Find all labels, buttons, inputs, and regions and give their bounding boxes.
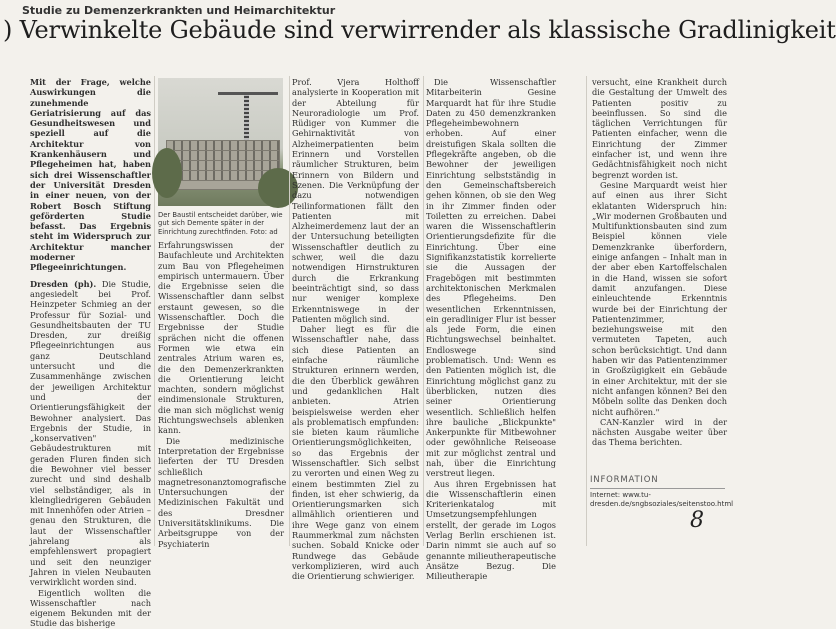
info-box-link[interactable]: Internet: www.tu-dresden.de/sngbsoziales/seitenstoo.html — [590, 491, 734, 508]
crane-jib — [218, 92, 278, 95]
info-box-title: INFORMATION — [590, 475, 659, 485]
info-box-divider — [590, 488, 725, 489]
lead-paragraph: Mit der Frage, welche Auswirkungen die zunehmende Geriatrisierung auf das Gesundheitswesen und speziell auf die Architektur von Krankenhäusern und Pflegeheimen hat, haben sich drei Wissenschaftler der Universität Dresden in einer neuen, von der Robert Bosch Stiftung geförderten Studie befasst. Das Ergebnis steht im Widerspruch zur Architektur mancher moderner Pflegeeinrichtungen. — [30, 77, 151, 273]
body-paragraph: Aus ihren Ergebnissen hat die Wissenschaftlerin einen Kriterienkatalog mit Umsetzungsempfehlungen erstellt, der gerade im Logos Verlag Berlin erschienen ist. Darin nimmt sie auch auf so genannte milieutherapeutische Ansätze Bezug. Die Milieutherapie — [426, 478, 556, 582]
kicker: Studie zu Demenzerkrankten und Heimarchitektur — [22, 4, 336, 17]
tree — [152, 148, 182, 198]
body-paragraph: Prof. Vjera Holthoff analysierte in Kooperation mit der Abteilung für Neuroradiologie um Prof. Rüdiger von Kummer die Gehirnaktivität von Alzheimerpatienten beim Erinnern und Vorstellen räumlicher Strukturen, beim Erinnern von Bildern und Szenen. Die Verknüpfung der dazu notwendigen Teilinformationen fällt den Patienten mit Alzheimerdemenz laut der an der Untersuchung beteiligten Wissenschaftler deutlich zu schwer, weil die dazu notwendigen Hirnstrukturen durch die Erkrankung beeinträchtigt sind, so dass nur weniger komplexe Erkenntniswege in der Patienten möglich sind. — [292, 77, 419, 324]
body-paragraph: Daher liegt es für die Wissenschaftler nahe, dass sich diese Patienten an einfache räumliche Strukturen erinnern werden, die den Überblick gewähren und gedanklichen Halt anbieten. Atrien beispielsweise werden eher als problematisch empfunden: sie bieten kaum räumliche Orientierungsmöglichkeiten, so das Ergebnis der Wissenschaftler. Sich selbst zu verorten und einen Weg zu einem bestimmten Ziel zu finden, ist eher schwierig, da Orientierungsmarken sich allmählich orientieren und ihre Wege ganz von einem Raummerkmal zum nächsten suchen. Sobald Knicke oder Rundwege das Gebäude verkomplizieren, wird auch die Orientierung schwieriger. — [292, 324, 419, 582]
headline-text: Verwinkelte Gebäude sind verwirrender als klassische Gradlinigkeit — [19, 16, 836, 44]
column-divider — [423, 76, 424, 546]
body-paragraph: Erfahrungswissen der Baufachleute und Architekten zum Bau von Pflegeheimen empirisch untermauern. Über die Ergebnisse seien die Wissenschaftler dann selbst erstaunt gewesen, so die Wissenschaftler. Doch die Ergebnisse der Studie sprächen nicht die offenen Formen wie etwa ein zentrales Atrium waren es, die den Demenzerkrankten die Orientierung leicht machten, sondern möglichst eindimensionale Strukturen, die man sich möglichst wenig Richtungswechsels ablenken kann. — [158, 240, 284, 436]
body-paragraph: CAN-Kanzler wird in der nächsten Ausgabe weiter über das Thema berichten. — [592, 416, 727, 448]
headline — [3, 16, 836, 44]
column-divider — [289, 76, 290, 546]
body-paragraph-2: Eigentlich wollten die Wissenschaftler nach eigenem Bekunden mit der Studie das bisherige — [30, 587, 151, 629]
byline: Dresden (ph). — [30, 278, 97, 289]
body-paragraph-1 — [30, 279, 151, 588]
column-1 — [30, 77, 151, 629]
body-paragraph: Die medizinische Interpretation der Ergebnisse lieferten der TU Dresden schließlich magnetresonanztomografische Untersuchungen der Medizinischen Fakultät und des Dresdner Universitätsklinikums. Die Arbeitsgruppe von der Psychiaterin — [158, 435, 287, 549]
body-text: Die Studie, angesiedelt bei Prof. Heinzpeter Schmieg an der Professur für Sozial- und Gesundheitsbauten der TU Dresden, zur dreißig Pflegeeinrichtungen aus ganz Deutschland untersucht und die Zusammenhänge zwischen der jeweiligen Architektur und der Orientierungsfähigkeit der Bewohner analysiert. Das Ergebnis der Studie, in „konservativen" Gebäudestrukturen mit geraden Fluren finden sich die Bewohner viel besser zurecht und sind deshalb viel selbständiger, als in kleingliedrigeren Gebäuden mit Innenhöfen oder Atrien – genau den Strukturen, die laut der Wissenschaftler jahrelang als empfehlenswert propagiert und seit den neunziger Jahren in vielen Neubauten verwirklicht worden sind. — [30, 278, 151, 588]
column-divider — [154, 76, 155, 546]
body-paragraph: Gesine Marquardt weist hier auf einen aus ihrer Sicht eklatanten Widerspruch hin: „Wir modernen Großbauten und Multifunktionsbauten sind zum Beispiel können viele Demenzkranke überfordern, einige anfangen – Inhalt man in der aber eben Kartoffelschalen in die Hand, wissen sie sofort damit anzufangen. Diese einleuchtende Erkenntnis wurde bei der Einrichtung der Patientenzimmer, beziehungsweise mit den vermuteten Tapeten, auch schon berücksichtigt. Und dann haben wir das Patientenzimmer in Großzügigkeit ein Gebäude in einer Architektur, mit der sie nicht anfangen können? Bei den Möbeln sollte das Denken doch nicht aufhören." — [592, 179, 727, 417]
column-3 — [292, 77, 419, 582]
column-4 — [426, 77, 556, 582]
construction-photo — [158, 78, 283, 206]
headline-bracket: ) — [3, 16, 13, 44]
body-paragraph: versucht, eine Krankheit durch die Gestaltung der Umwelt des Patienten positiv zu beeinflussen. So sind die täglichen Verrichtungen für Patienten einfacher, wenn die Einrichtung der Zimmer einfacher ist, und wenn ihre Gedächtnisfähigkeit noch nicht begrenzt worden ist. — [592, 77, 727, 180]
photo-caption: Der Baustil entscheidet darüber, wie gut sich Demente später in der Einrichtung zurechtfinden. Foto: ad — [158, 211, 283, 236]
column-2 — [158, 240, 287, 549]
column-5 — [592, 77, 727, 472]
column-divider — [586, 76, 587, 546]
page-number: 8 — [690, 508, 704, 533]
body-paragraph: Die Wissenschaftler Mitarbeiterin Gesine Marquardt hat für ihre Studie Daten zu 450 demenzkranken Pflegeheimbewohnern erhoben. Auf einer dreistufigen Skala sollten die Pflegekräfte angeben, ob die Bewohner der jeweiligen Einrichtung selbstständig in den Gemeinschaftsbereich gehen können, ob sie den Weg in ihr Zimmer finden oder Toiletten zu erreichen. Dabei waren die Wissenschaftlerin Orientierungsdefizite für die Einrichtung. Über eine Signifikanzstatistik korrelierte sie die Aussagen der Fragebögen mit bestimmten architektonischen Merkmalen des Pflegeheims. Den wesentlichen Erkenntnissen, ein geradliniger Flur ist besser als jede Form, die einen Richtungswechsel beinhaltet. Endloswege sind problematisch. Und: Wenn es den Patienten möglich ist, die Einrichtung möglichst ganz zu überblicken, nutzen dies seiner Orientierung wesentlich. Schließlich helfen ihre bauliche „Blickpunkte" Ankerpunkte für Mitbewohner oder gewöhnliche Reiseoase mit zur möglichst zentral und nah, über die Einrichtung verstreut liegen. — [426, 77, 556, 479]
